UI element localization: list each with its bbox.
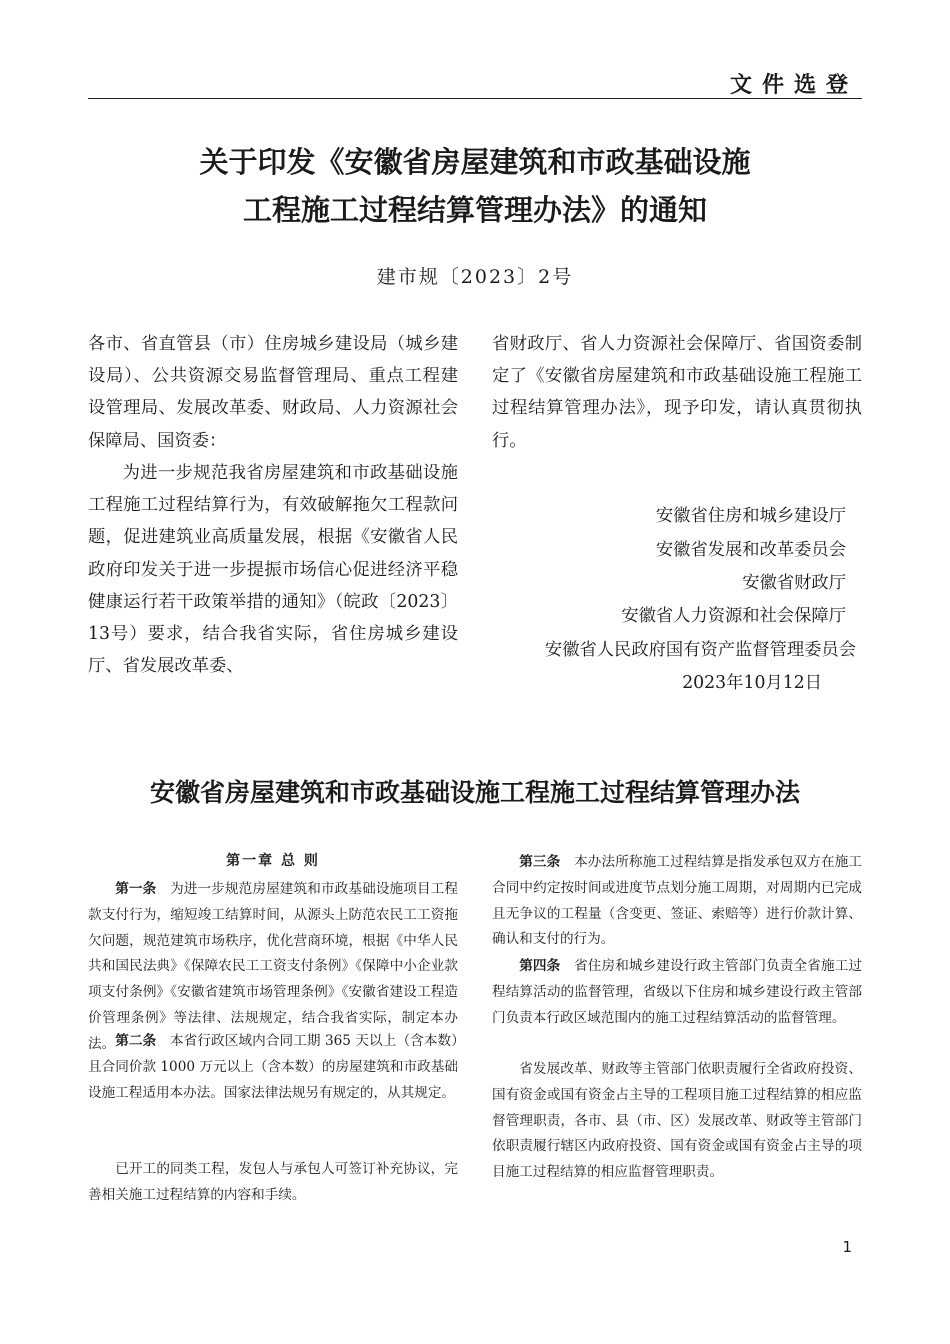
header-divider [88, 98, 862, 99]
article-text: 本省行政区域内合同工期 365 天以上（含本数）且合同价款 1000 万元以上（含本数）的房屋建筑和市政基础设施工程适用本办法。国家法律法规另有规定的，从其规定。 [88, 1033, 459, 1101]
article-label: 第二条 [115, 1033, 157, 1049]
article-label: 第四条 [519, 958, 561, 974]
notice-body-left: 为进一步规范我省房屋建筑和市政基础设施工程施工过程结算行为，有效破解拖欠工程款问题，促进建筑业高质量发展，根据《安徽省人民政府印发关于进一步提振市场信心促进经济平稳健康运行若干政策举措的通知》（皖政〔2023〕13号）要求，结合我省实际，省住房城乡建设厅、省发展改革委、 [88, 463, 458, 677]
addressee: 各市、省直管县（市）住房城乡建设局（城乡建设局）、公共资源交易监督管理局、重点工程建设管理局、发展改革委、财政局、人力资源社会保障局、国资委： [88, 334, 458, 451]
chapter-heading: 第一章 总 则 [226, 853, 320, 869]
document-number: 建市规〔2023〕2号 [376, 266, 574, 288]
notice-title-line1: 关于印发《安徽省房屋建筑和市政基础设施 [199, 145, 751, 179]
section-header: 文件选登 [729, 73, 858, 98]
signatory: 安徽省发展和改革委员会 [655, 540, 846, 560]
signatory: 安徽省住房和城乡建设厅 [655, 506, 846, 526]
signatory: 安徽省财政厅 [742, 573, 846, 593]
article-label: 第一条 [115, 881, 157, 897]
measures-title: 安徽省房屋建筑和市政基础设施工程施工过程结算管理办法 [149, 778, 800, 807]
article-2 [88, 1029, 458, 1106]
notice-body-right: 省财政厅、省人力资源社会保障厅、省国资委制定了《安徽省房屋建筑和市政基础设施工程施工过程结算管理办法》，现予印发，请认真贯彻执行。 [492, 334, 862, 451]
article-2-paragraph: 已开工的同类工程，发包人与承包人可签订补充协议，完善相关施工过程结算的内容和手续。 [88, 1161, 458, 1203]
notice-title-line2: 工程施工过程结算管理办法》的通知 [242, 193, 707, 227]
article-text: 本办法所称施工过程结算是指发承包双方在施工合同中约定按时间或进度节点划分施工周期，对周期内已完成且无争议的工程量（含变更、签证、索赔等）进行价款计算、确认和支付的行为。 [492, 854, 863, 948]
article-4-paragraph: 省发展改革、财政等主管部门依职责履行全省政府投资、国有资金或国有资金占主导的工程项目施工过程结算的相应监督管理职责，各市、县（市、区）发展改革、财政等主管部门依职责履行辖区内政府投资、国有资金或国有资金占主导的项目施工过程结算的相应监督管理职责。 [492, 1061, 862, 1181]
notice-date: 2023年10月12日 [682, 673, 822, 693]
page-number: 1 [842, 1238, 852, 1256]
signatory: 安徽省人力资源和社会保障厅 [621, 606, 846, 626]
article-3 [492, 850, 862, 953]
article-text: 省住房和城乡建设行政主管部门负责全省施工过程结算活动的监督管理，省级以下住房和城乡建设行政主管部门负责本行政区域范围内的施工过程结算活动的监督管理。 [492, 958, 863, 1026]
notice-title [0, 138, 950, 234]
signatory: 安徽省人民政府国有资产监督管理委员会 [544, 640, 856, 660]
article-label: 第三条 [519, 854, 561, 870]
article-text: 为进一步规范房屋建筑和市政基础设施项目工程款支付行为，缩短竣工结算时间，从源头上防范农民工工资拖欠问题，规范建筑市场秩序，优化营商环境，根据《中华人民共和国民法典》《保障农民工工资支付条例》《保障中小企业款项支付条例》《安徽省建筑市场管理条例》《安徽省建设工程造价管理条例》等法律、法规规定，结合我省实际，制定本办法。 [88, 881, 459, 1052]
article-4 [492, 954, 862, 1031]
